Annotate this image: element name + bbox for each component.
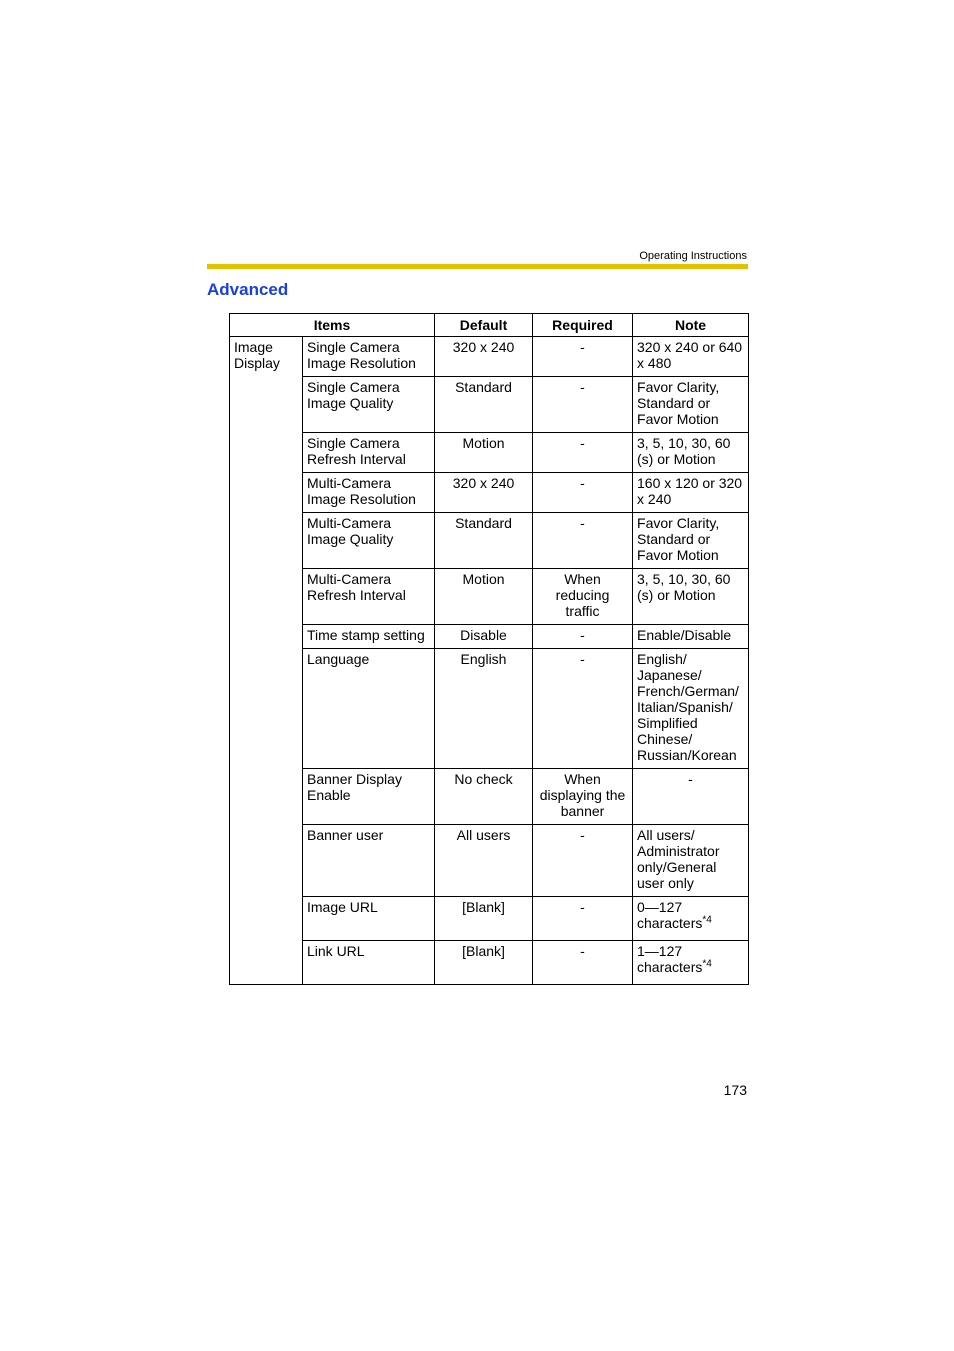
table-row: [230, 433, 749, 473]
table-row: [230, 769, 749, 825]
default-cell: Motion: [435, 433, 533, 473]
required-cell: When reducing traffic: [533, 569, 633, 625]
required-cell: -: [533, 649, 633, 769]
required-cell: When displaying the banner: [533, 769, 633, 825]
default-cell: Motion: [435, 569, 533, 625]
table-row: [230, 825, 749, 897]
item-cell: Language: [303, 649, 435, 769]
table-row: [230, 649, 749, 769]
note-text: Favor Clarity, Standard or Favor Motion: [637, 515, 720, 563]
note-text: 1—127 characters: [637, 943, 703, 975]
required-cell: -: [533, 941, 633, 985]
note-text: 3, 5, 10, 30, 60 (s) or Motion: [637, 435, 731, 467]
settings-table: [229, 313, 749, 985]
header-default: Default: [435, 314, 533, 337]
default-cell: Disable: [435, 625, 533, 649]
item-cell: Multi-Camera Refresh Interval: [303, 569, 435, 625]
item-cell: Banner user: [303, 825, 435, 897]
table-row: [230, 625, 749, 649]
table-row: [230, 377, 749, 433]
note-cell: [633, 941, 749, 985]
note-cell: [633, 377, 749, 433]
note-text: 3, 5, 10, 30, 60 (s) or Motion: [637, 571, 731, 603]
note-cell: [633, 825, 749, 897]
note-cell: [633, 337, 749, 377]
default-cell: [Blank]: [435, 941, 533, 985]
group-label-cell: Image Display: [230, 337, 303, 985]
note-cell: [633, 625, 749, 649]
note-text: -: [688, 771, 693, 787]
default-cell: [Blank]: [435, 897, 533, 941]
required-cell: -: [533, 473, 633, 513]
item-cell: Time stamp setting: [303, 625, 435, 649]
required-cell: -: [533, 337, 633, 377]
note-text: 320 x 240 or 640 x 480: [637, 339, 743, 371]
table-row: [230, 941, 749, 985]
note-cell: [633, 649, 749, 769]
table-header-row: [230, 314, 749, 337]
item-cell: Banner Display Enable: [303, 769, 435, 825]
required-cell: -: [533, 513, 633, 569]
item-cell: Single Camera Image Quality: [303, 377, 435, 433]
default-cell: 320 x 240: [435, 473, 533, 513]
section-title: Advanced: [207, 280, 289, 299]
required-cell: -: [533, 625, 633, 649]
required-cell: -: [533, 825, 633, 897]
note-text: Enable/Disable: [637, 627, 732, 643]
required-cell: -: [533, 433, 633, 473]
note-text: 160 x 120 or 320 x 240: [637, 475, 743, 507]
note-cell: [633, 897, 749, 941]
default-cell: 320 x 240: [435, 337, 533, 377]
table-row: [230, 337, 749, 377]
note-cell: [633, 433, 749, 473]
default-cell: Standard: [435, 513, 533, 569]
table-row: [230, 513, 749, 569]
note-cell: [633, 569, 749, 625]
item-cell: Link URL: [303, 941, 435, 985]
item-cell: Single Camera Image Resolution: [303, 337, 435, 377]
note-text: 0—127 characters: [637, 899, 703, 931]
default-cell: All users: [435, 825, 533, 897]
table-row: [230, 473, 749, 513]
required-cell: -: [533, 377, 633, 433]
note-cell: [633, 473, 749, 513]
running-header: Operating Instructions: [639, 250, 747, 262]
item-cell: Multi-Camera Image Resolution: [303, 473, 435, 513]
note-text: Favor Clarity, Standard or Favor Motion: [637, 379, 720, 427]
required-cell: -: [533, 897, 633, 941]
note-cell: [633, 769, 749, 825]
note-text: English/ Japanese/ French/German/ Italian/Spanish/ Simplified Chinese/ Russian/Korean: [637, 651, 739, 763]
default-cell: No check: [435, 769, 533, 825]
default-cell: English: [435, 649, 533, 769]
item-cell: Multi-Camera Image Quality: [303, 513, 435, 569]
footnote-ref: *4: [702, 914, 712, 926]
header-items: Items: [230, 314, 435, 337]
item-cell: Single Camera Refresh Interval: [303, 433, 435, 473]
page-number: 173: [723, 1082, 747, 1098]
footnote-ref: *4: [702, 958, 712, 970]
default-cell: Standard: [435, 377, 533, 433]
header-note: Note: [633, 314, 749, 337]
note-text: All users/ Administrator only/General user only: [637, 827, 720, 891]
item-cell: Image URL: [303, 897, 435, 941]
table-row: [230, 897, 749, 941]
note-cell: [633, 513, 749, 569]
header-rule: [207, 264, 748, 269]
table-row: [230, 569, 749, 625]
header-required: Required: [533, 314, 633, 337]
